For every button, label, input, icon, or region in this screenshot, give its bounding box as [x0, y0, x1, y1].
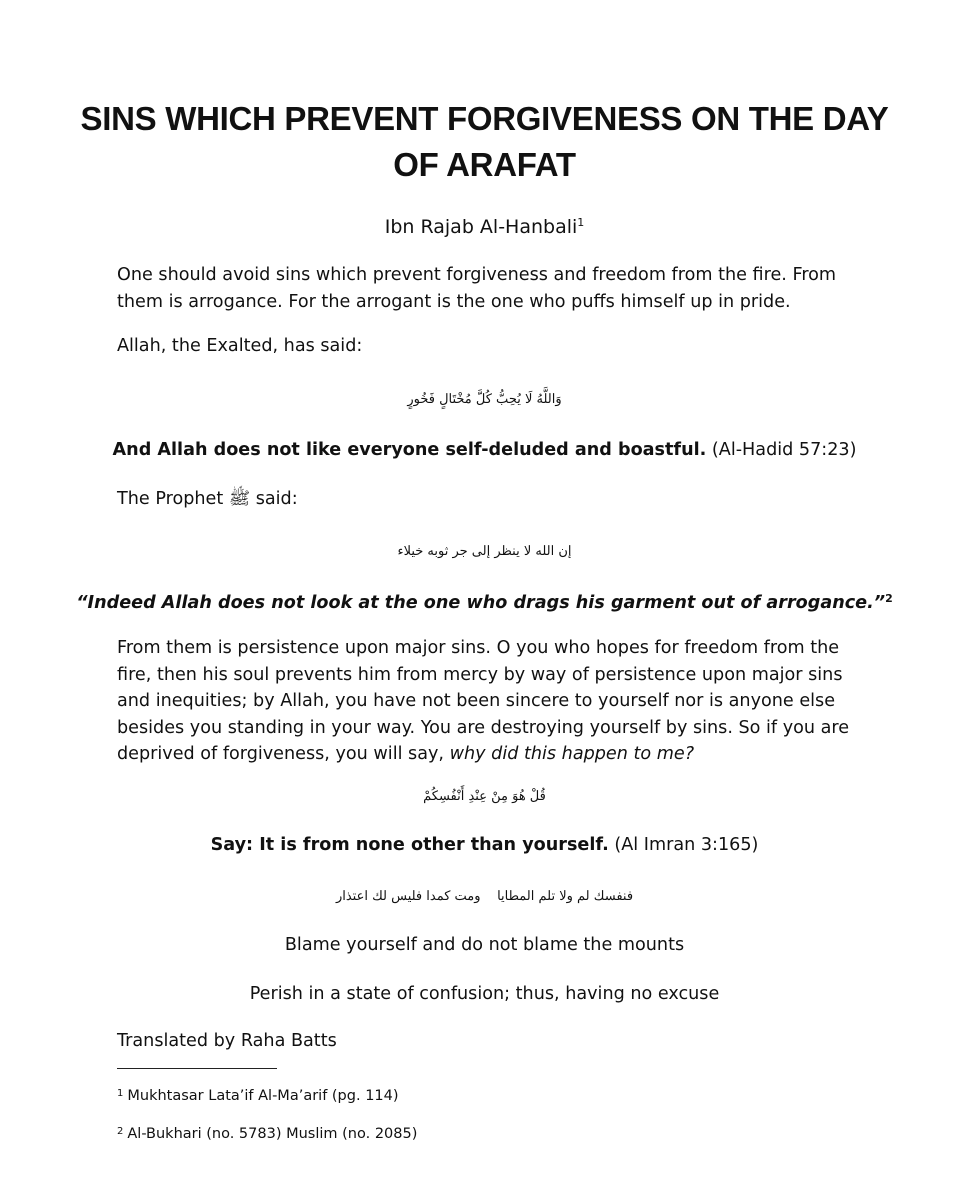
verse1-line — [0, 437, 969, 463]
footnote-2-text: Al-Bukhari (no. 5783) Muslim (no. 2085) — [127, 1126, 418, 1142]
verse2-line — [0, 832, 969, 858]
verse2-translation: Say: It is from none other than yourself. — [210, 835, 609, 855]
author-line — [0, 210, 969, 240]
hadith-arabic: إن الله لا ينظر إلى جر ثوبه خيلاء — [397, 544, 572, 559]
hadith-line — [0, 586, 969, 616]
persistence-text: From them is persistence upon major sins. O you who hopes for freedom from the fire, then his soul prevents him from mercy by way of persistence upon major sins and inequities; by Allah, you have not been sincere to yourself nor is anyone else besides you standing in your way. You are destroying yourself by sins. So if you are deprived of forgiveness, you will say, — [117, 638, 850, 764]
persistence-paragraph — [117, 635, 867, 768]
translator-credit: Translated by Raha Batts — [117, 1031, 337, 1051]
footnote-ref-1: 1 — [577, 216, 585, 229]
footnote-1-text: Mukhtasar Lata’if Al-Ma’arif (pg. 114) — [127, 1088, 399, 1104]
page-title: SINS WHICH PREVENT FORGIVENESS ON THE DAY OF ARAFAT — [80, 100, 889, 183]
verse1-arabic: وَاللَّهُ لَا يُحِبُّ كُلَّ مُخْتَالٍ فَخُورٍ — [407, 392, 562, 407]
verse1-translation: And Allah does not like everyone self-deluded and boastful. — [112, 440, 707, 460]
poem-line-2: Perish in a state of confusion; thus, having no excuse — [249, 984, 720, 1004]
verse1-reference: (Al-Hadid 57:23) — [706, 440, 857, 460]
allah-said-line: Allah, the Exalted, has said: — [117, 336, 363, 356]
verse2-arabic: قُلْ هُوَ مِنْ عِنْدِ أَنْفُسِكُمْ — [423, 789, 546, 804]
footnote-ref-2: 2 — [885, 592, 893, 605]
poem-line-1: Blame yourself and do not blame the mounts — [284, 935, 685, 955]
hadith-translation: “Indeed Allah does not look at the one who drags his garment out of arrogance.” — [76, 593, 886, 613]
intro-paragraph: One should avoid sins which prevent forgiveness and freedom from the fire. From them is arrogance. For the arrogant is the one who puffs himself up in pride. — [117, 265, 837, 312]
author-name: Ibn Rajab Al-Hanbali — [384, 216, 578, 238]
footnote-divider — [117, 1068, 277, 1069]
footnote-2 — [117, 1122, 417, 1144]
verse2-reference: (Al Imran 3:165) — [608, 835, 759, 855]
prophet-said-line: The Prophet ﷺ said: — [117, 489, 298, 509]
poem-arabic: فنفسك لم ولا تلم المطايا ومت كمدا فليس لك اعتذار — [335, 889, 634, 904]
footnote-1 — [117, 1084, 399, 1106]
footnote-2-number: 2 — [117, 1126, 124, 1137]
persistence-italic: why did this happen to me? — [449, 744, 695, 764]
footnote-1-number: 1 — [117, 1088, 124, 1099]
